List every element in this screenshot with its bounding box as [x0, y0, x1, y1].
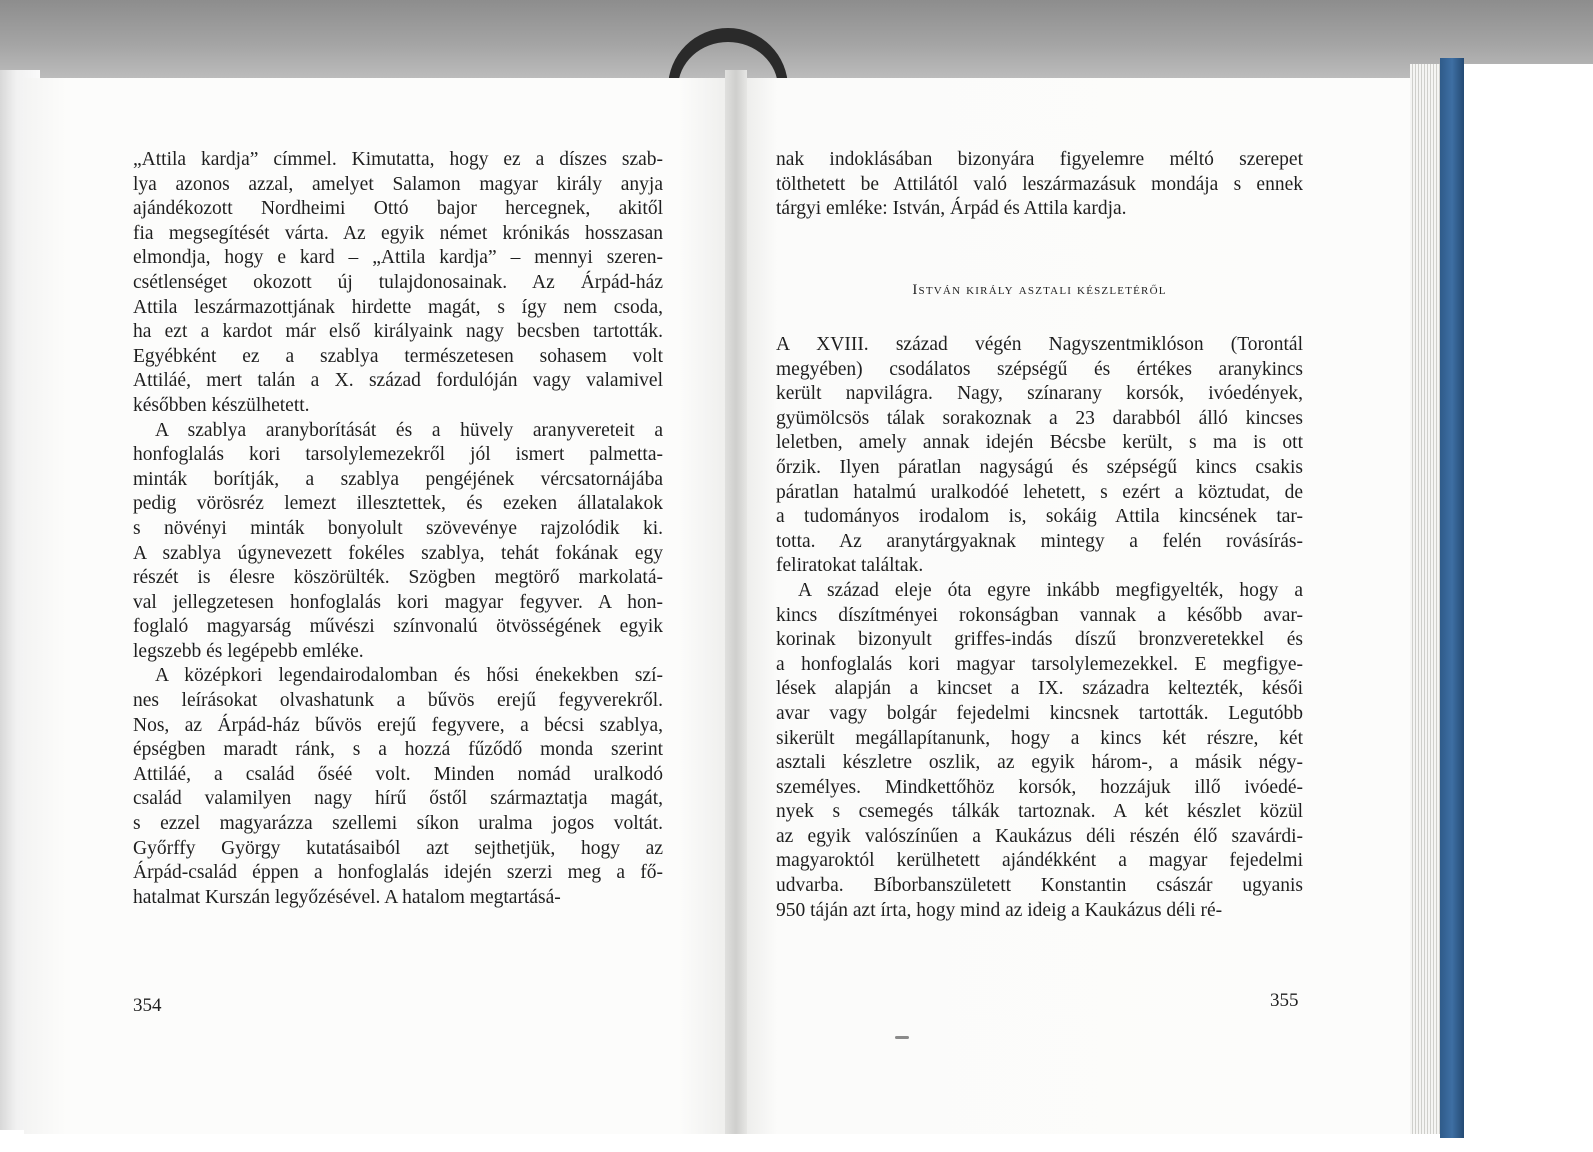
text-line: épségben maradt ránk, s a hozzá fűződő monda szerint	[133, 739, 663, 761]
text-line: foglaló magyarság művészi színvonalú ötvösségének egyik	[133, 616, 663, 638]
right-page-text	[776, 333, 1303, 923]
text-line: sikerült megállapítanunk, hogy a kincs két részre, két	[776, 727, 1303, 749]
paragraph	[133, 664, 663, 910]
paragraph	[133, 419, 663, 665]
book-gutter	[725, 70, 747, 1134]
text-line: Nos, az Árpád-ház bűvös erejű fegyvere, a bécsi szablya,	[133, 714, 663, 736]
text-line: a tudományos irodalom is, sokáig Attila kincsének tar-	[776, 506, 1303, 528]
text-line: A szablya aranyborítását és a hüvely aranyvereteit a	[155, 419, 663, 441]
text-line: kincs díszítményei rokonságban vannak a később avar-	[776, 604, 1303, 626]
text-line: feliratokat találtak.	[776, 555, 924, 577]
text-line: s ezzel magyarázza szellemi síkon uralma jogos voltát.	[133, 813, 663, 835]
text-line: fia megsegítését várta. Az egyik német krónikás hosszasan	[133, 222, 663, 244]
text-line: s növényi minták bonyolult szövevénye rajzolódik ki.	[133, 517, 663, 539]
page-number-right: 355	[1270, 990, 1299, 1011]
text-line: udvarba. Bíborbanszületett Konstantin császár ugyanis	[776, 875, 1303, 897]
text-line: későbben készülhetett.	[133, 394, 310, 416]
text-line: Győrffy György kutatásaiból azt sejthetjük, hogy az	[133, 837, 663, 859]
text-line: 950 táján azt írta, hogy mind az ideig a Kaukázus déli ré-	[776, 899, 1223, 921]
text-line: pedig vörösréz lemezt illesztettek, és ezeken állatalakok	[133, 493, 663, 515]
right-page-intro-text	[776, 148, 1303, 222]
text-line: Árpád-család éppen a honfoglalás idején szerzi meg a fő-	[133, 862, 663, 884]
text-line: Attiláé, mert talán a X. század fordulóján vagy valamivel	[133, 370, 663, 392]
text-line: asztali készletre oszlik, az egyik három-, a másik négy-	[776, 752, 1303, 774]
text-line: A század eleje óta egyre inkább megfigyelték, hogy a	[798, 579, 1303, 601]
text-line: megyében) csodálatos szépségű és értékes aranykincs	[776, 358, 1303, 380]
text-line: Attiláé, a család őséé volt. Minden nomád uralkodó	[133, 763, 663, 785]
text-line: korinak bizonyult griffes-indás díszű bronzveretekkel és	[776, 629, 1303, 651]
scan-speck	[895, 1036, 909, 1039]
text-line: A XVIII. század végén Nagyszentmiklóson (Torontál	[776, 334, 1303, 355]
text-line: nes leírásokat olvashatunk a bűvös erejű fegyverekről.	[133, 690, 663, 712]
text-line: ajándékozott Nordheimi Ottó bajor hercegnek, akitől	[133, 198, 663, 220]
paragraph	[776, 148, 1303, 222]
text-line: legszebb és legépebb emléke.	[133, 640, 364, 662]
text-line: tölthetett be Attilától való leszármazásuk mondája s ennek	[776, 173, 1303, 195]
text-line: személyes. Mindkettőhöz korsók, hozzájuk illő ivóedé-	[776, 776, 1303, 798]
text-line: ha ezt a kardot már első királyaink nagy becsben tartották.	[133, 321, 663, 343]
text-line: A szablya úgynevezett fokéles szablya, tehát fokának egy	[133, 542, 663, 564]
scanner-background	[0, 0, 1593, 80]
text-line: részét is élesre köszörülték. Szögben megtörő markolatá-	[133, 567, 663, 589]
section-heading: István király asztali készletéről	[912, 282, 1167, 298]
text-line: család valamilyen nagy hírű őstől származtatja magát,	[133, 788, 663, 810]
text-line: gyümölcsös tálak sorakoznak a 23 darabból álló kincses	[776, 407, 1303, 429]
paragraph	[776, 579, 1303, 923]
left-page-text	[133, 148, 663, 910]
text-line: leletben, amely annak idején Bécsbe került, s ma is ott	[776, 432, 1303, 454]
text-line: nyek s csemegés tálkák tartoznak. A két készlet közül	[776, 801, 1303, 823]
text-line: elmondja, hogy e kard – „Attila kardja” – mennyi szeren-	[133, 247, 663, 269]
text-line: tárgyi emléke: István, Árpád és Attila kardja.	[776, 198, 1127, 220]
text-line: lések alapján a kincset a IX. századra keltezték, késői	[776, 678, 1303, 700]
paragraph	[133, 148, 663, 419]
text-line: Attila leszármazottjának hirdette magát, s így nem csoda,	[133, 296, 663, 318]
text-line: honfoglalás kori tarsolylemezekről jól ismert palmetta-	[133, 444, 663, 466]
text-line: hatalmat Kurszán legyőzésével. A hatalom megtartásá-	[133, 886, 561, 908]
text-line: lya azonos azzal, amelyet Salamon magyar király anyja	[133, 173, 663, 195]
book-cover-edge	[1440, 58, 1464, 1138]
text-line: minták borítják, a szablya pengéjének vércsatornájába	[133, 468, 663, 490]
text-line: nak indoklásában bizonyára figyelemre méltó szerepet	[776, 149, 1303, 170]
page-number-left: 354	[133, 995, 162, 1016]
text-line: az egyik valószínűen a Kaukázus déli részén élő szavárdi-	[776, 825, 1303, 847]
text-line: „Attila kardja” címmel. Kimutatta, hogy ez a díszes szab-	[133, 149, 663, 170]
text-line: került napvilágra. Nagy, színarany korsók, ivóedények,	[776, 383, 1303, 405]
text-line: val jellegzetesen honfoglalás kori magyar fegyver. A hon-	[133, 591, 663, 613]
paragraph	[776, 333, 1303, 579]
text-line: magyaroktól kerülhetett ajándékként a magyar fejedelmi	[776, 850, 1303, 872]
text-line: avar vagy bolgár fejedelmi kincsnek tartották. Legutóbb	[776, 702, 1303, 724]
text-line: őrzik. Ilyen páratlan nagyságú és szépségű kincs csakis	[776, 456, 1303, 478]
text-line: páratlan hatalmú uralkodóé lehetett, s ezért a köztudat, de	[776, 481, 1303, 503]
text-line: Egyébként ez a szablya természetesen sohasem volt	[133, 345, 663, 367]
text-line: totta. Az aranytárgyaknak mintegy a felén rovásírás-	[776, 530, 1303, 552]
text-line: A középkori legendairodalomban és hősi énekekben szí-	[155, 665, 663, 687]
text-line: a honfoglalás kori magyar tarsolylemezekkel. E megfigye-	[776, 653, 1303, 675]
text-line: csétlenséget okozott új tulajdonosainak. Az Árpád-ház	[133, 271, 663, 293]
scan-margin	[1464, 64, 1593, 1152]
